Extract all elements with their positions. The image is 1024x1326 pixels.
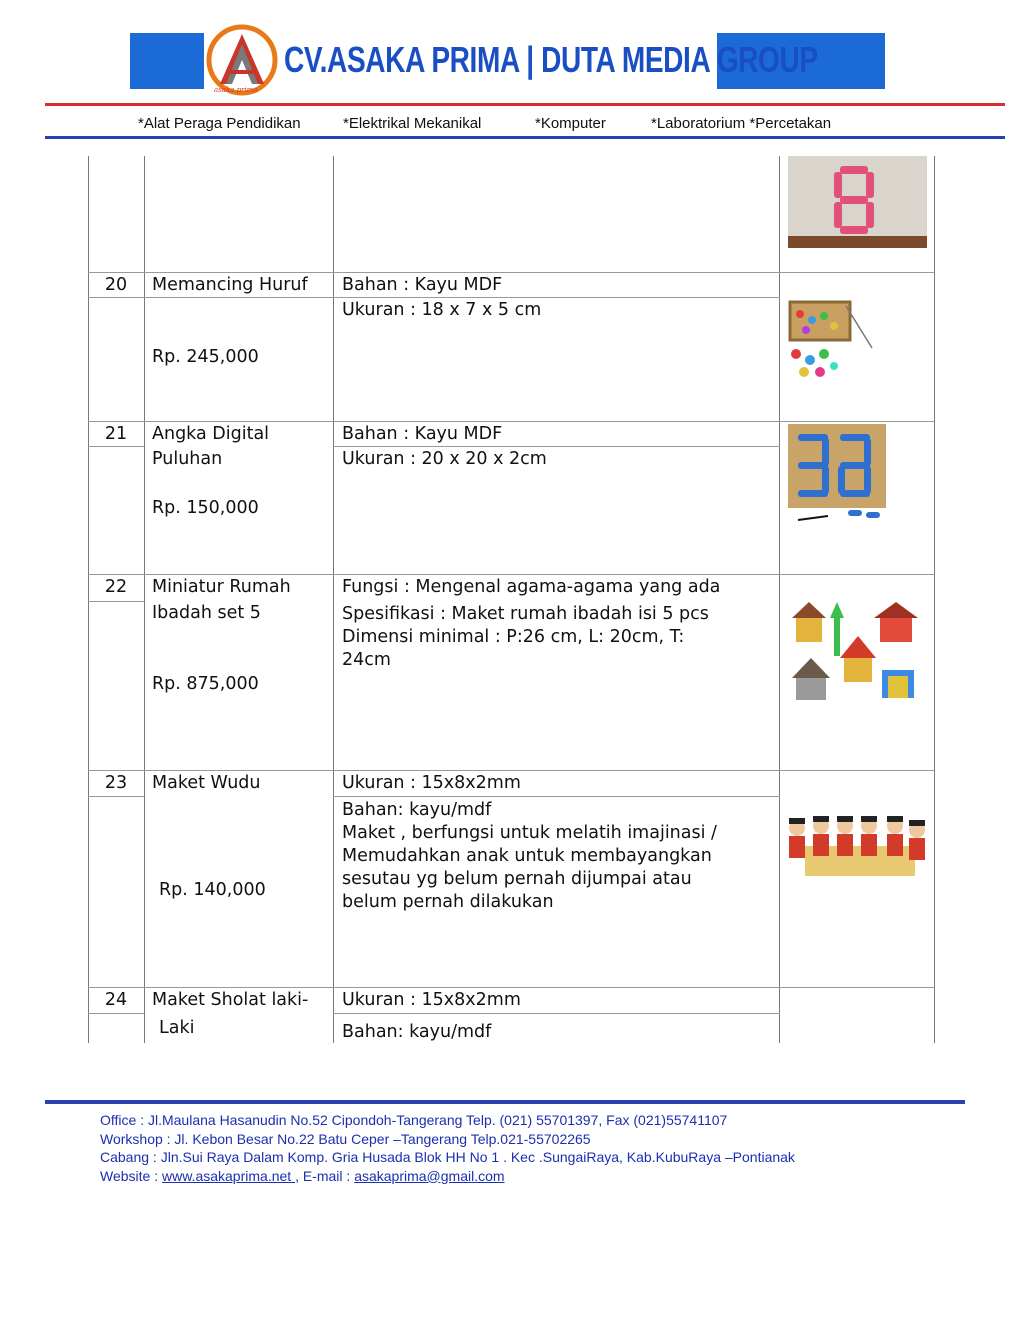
product-spec: Bahan : Kayu MDF: [342, 424, 503, 444]
service-item: *Laboratorium *Percetakan: [651, 115, 832, 132]
inner-separator: [333, 796, 780, 797]
digital-number-board-icon: [788, 424, 886, 526]
product-spec: Ukuran : 20 x 20 x 2cm: [342, 449, 547, 469]
table-border: [144, 156, 145, 1043]
product-spec: Ukuran : 15x8x2mm: [342, 990, 521, 1010]
footer-workshop: Workshop : Jl. Kebon Besar No.22 Batu Ceper –Tangerang Telp.021-55702265: [100, 1130, 591, 1147]
product-spec: Bahan: kayu/mdf: [342, 1022, 492, 1042]
digital-board-pink-icon: [788, 156, 927, 248]
footer-divider: [45, 1100, 965, 1104]
product-spec: Memudahkan anak untuk membayangkan: [342, 846, 712, 866]
email-label: , E-mail :: [295, 1167, 355, 1184]
inner-separator: [88, 297, 780, 298]
product-spec: Bahan: kayu/mdf: [342, 800, 492, 820]
product-spec: 24cm: [342, 650, 391, 670]
row-separator: [88, 770, 935, 771]
product-spec: Fungsi : Mengenal agama-agama yang ada: [342, 577, 721, 597]
wudu-figures-icon: [785, 812, 931, 884]
worship-houses-icon: [788, 596, 928, 711]
logo-caption: asaka prima: [214, 86, 258, 94]
inner-separator: [88, 796, 144, 797]
company-name: CV.ASAKA PRIMA | DUTA MEDIA GROUP: [284, 39, 818, 80]
product-name: Laki: [159, 1018, 195, 1038]
footer-office: Office : Jl.Maulana Hasanudin No.52 Cipondoh-Tangerang Telp. (021) 55701397, Fax (021)55741107: [100, 1112, 728, 1128]
row-separator: [88, 987, 935, 988]
product-spec: Ukuran : 15x8x2mm: [342, 773, 521, 793]
product-price: Rp. 245,000: [152, 347, 259, 367]
product-spec: Bahan : Kayu MDF: [342, 275, 503, 295]
inner-separator: [88, 446, 144, 447]
footer-website-line: [100, 1167, 795, 1186]
header-blue-block-left: [130, 33, 204, 89]
product-name: Miniatur Rumah: [152, 577, 291, 597]
product-number: 24: [104, 990, 128, 1010]
product-spec: Ukuran : 18 x 7 x 5 cm: [342, 300, 542, 320]
product-price: Rp. 875,000: [152, 674, 259, 694]
inner-separator: [333, 1013, 780, 1014]
website-label: Website :: [100, 1167, 162, 1184]
product-name: Ibadah set 5: [152, 603, 261, 623]
row-separator: [88, 272, 935, 273]
product-number: 21: [104, 424, 128, 444]
service-item: *Komputer: [535, 115, 606, 132]
inner-separator: [88, 601, 144, 602]
product-table: [88, 156, 935, 1043]
fishing-letters-icon: [786, 292, 876, 382]
footer-cabang: Cabang : Jln.Sui Raya Dalam Komp. Gria Husada Blok HH No 1 . Kec .SungaiRaya, Kab.KubuRaya –Pontianak: [100, 1149, 795, 1165]
website-link[interactable]: www.asakaprima.net: [162, 1167, 296, 1184]
table-border: [333, 156, 334, 1043]
product-spec: sesutau yg belum pernah dijumpai atau: [342, 869, 692, 889]
product-price: Rp. 150,000: [152, 498, 259, 518]
inner-separator: [88, 1013, 144, 1014]
service-item: *Elektrikal Mekanikal: [343, 115, 482, 132]
footer-contact: [100, 1111, 795, 1185]
product-name: Angka Digital: [152, 424, 270, 444]
product-price: Rp. 140,000: [159, 880, 266, 900]
product-spec: belum pernah dilakukan: [342, 892, 554, 912]
product-spec: Dimensi minimal : P:26 cm, L: 20cm, T:: [342, 627, 685, 647]
product-name: Puluhan: [152, 449, 223, 469]
row-separator: [88, 574, 935, 575]
inner-separator: [333, 446, 780, 447]
product-name: Memancing Huruf: [152, 275, 308, 295]
product-name: Maket Sholat laki-: [152, 990, 309, 1010]
header-divider-red: [45, 103, 1005, 106]
product-spec: Spesifikasi : Maket rumah ibadah isi 5 pcs: [342, 604, 709, 624]
email-link[interactable]: asakaprima@gmail.com: [354, 1167, 505, 1184]
table-border: [779, 156, 780, 1043]
table-border: [934, 156, 935, 1043]
product-spec: Maket , berfungsi untuk melatih imajinasi /: [342, 823, 717, 843]
product-name: Maket Wudu: [152, 773, 261, 793]
product-number: 22: [104, 577, 128, 597]
header-divider-blue: [45, 136, 1005, 139]
product-number: 23: [104, 773, 128, 793]
row-separator: [88, 421, 935, 422]
product-number: 20: [104, 275, 128, 295]
service-item: *Alat Peraga Pendidikan: [138, 115, 301, 132]
